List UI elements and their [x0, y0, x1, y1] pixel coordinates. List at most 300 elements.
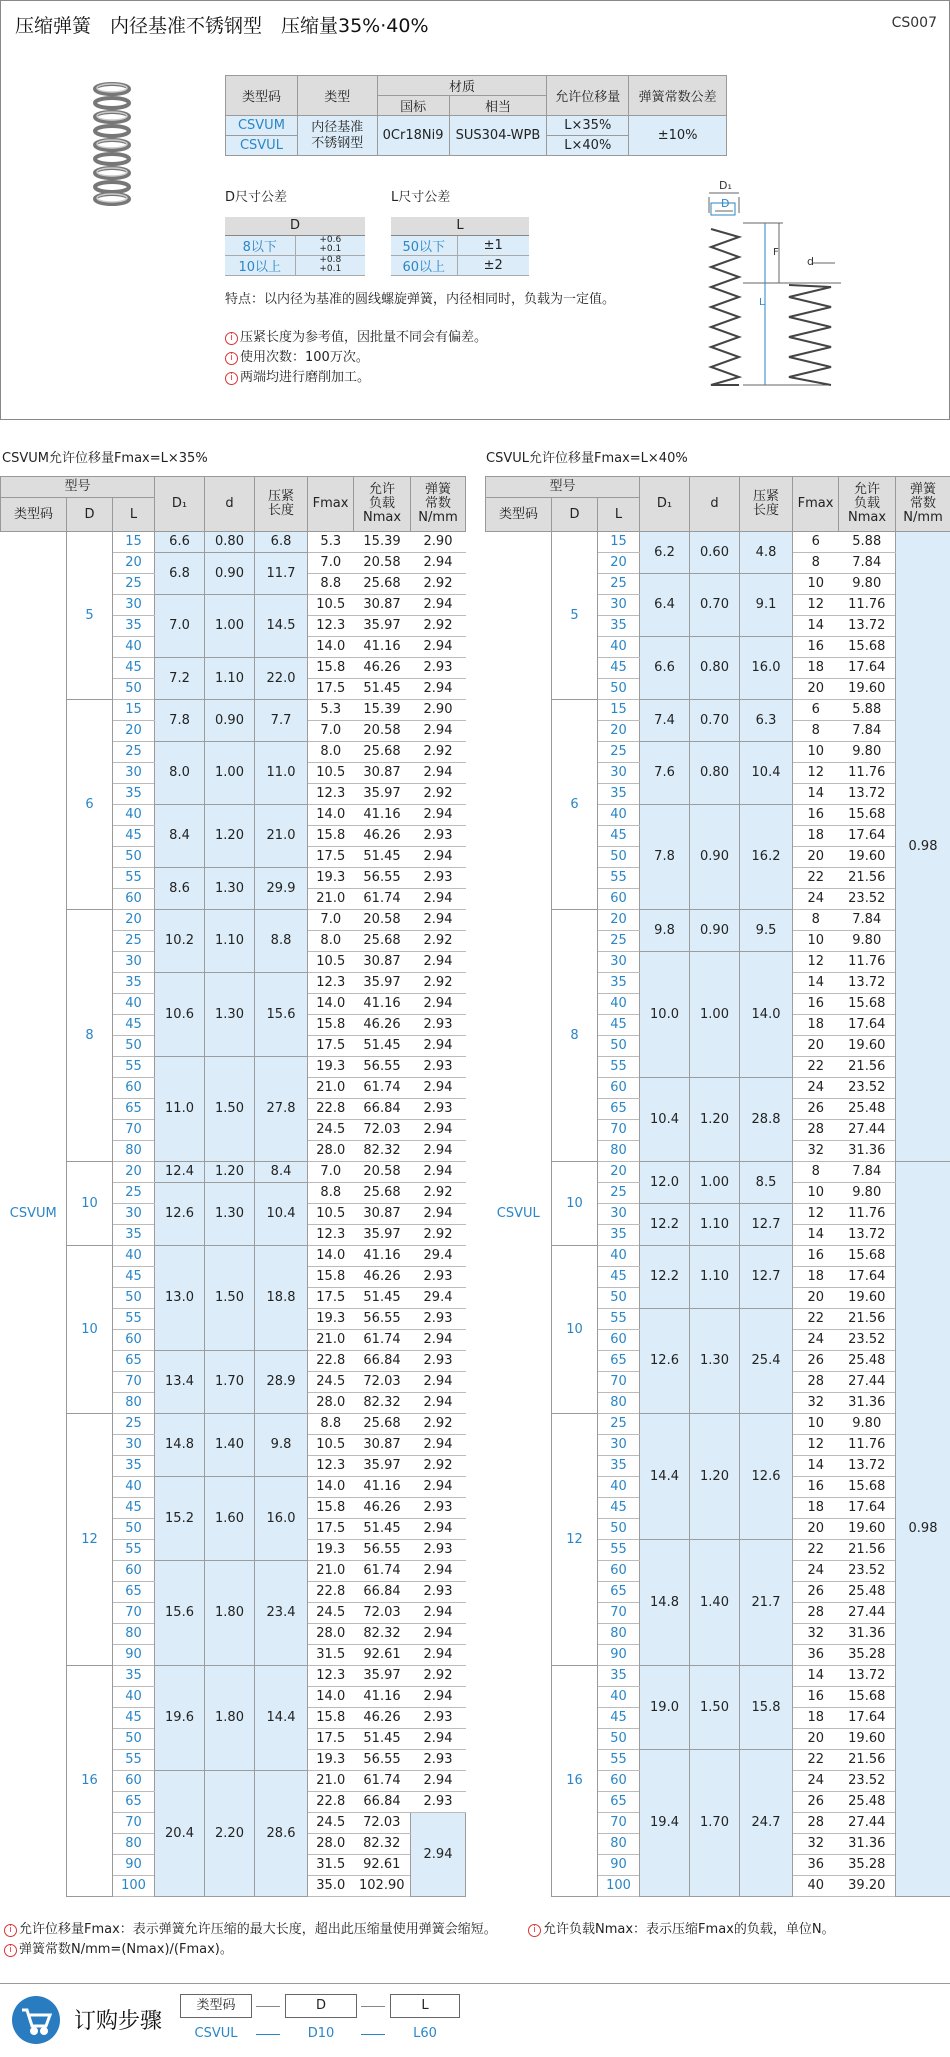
nmax-cell: 46.26 — [354, 1267, 411, 1288]
nmax-cell: 72.03 — [354, 1120, 411, 1141]
fmax-cell: 12.3 — [308, 973, 354, 994]
d-cell: 8 — [552, 910, 598, 1162]
nmax-cell: 25.68 — [354, 742, 411, 763]
hdr-d1: D₁ — [640, 477, 690, 532]
fmax-cell: 7.0 — [308, 553, 354, 574]
nmax-cell: 17.64 — [839, 1708, 896, 1729]
mat-header-typecode: 类型码 — [226, 76, 298, 116]
fmax-cell: 28 — [793, 1603, 839, 1624]
l-cell: 35 — [598, 616, 640, 637]
k-cell: 2.92 — [411, 973, 466, 994]
nmax-cell: 9.80 — [839, 1414, 896, 1435]
l-cell: 80 — [598, 1393, 640, 1414]
d1-cell: 13.4 — [155, 1351, 205, 1414]
nmax-cell: 51.45 — [354, 1036, 411, 1057]
order-title: 订购步骤 — [74, 2009, 163, 2034]
fmax-cell: 10.5 — [308, 1435, 354, 1456]
right-table-caption: CSVUL允许位移量Fmax=L×40% — [486, 451, 688, 466]
spec-panel — [0, 0, 950, 420]
fmax-cell: 16 — [793, 805, 839, 826]
l-cell: 55 — [598, 1057, 640, 1078]
d-cell: 8 — [67, 910, 113, 1162]
fmax-cell: 16 — [793, 1687, 839, 1708]
nmax-cell: 19.60 — [839, 679, 896, 700]
fmax-cell: 28 — [793, 1372, 839, 1393]
l-cell: 15 — [598, 700, 640, 721]
nmax-cell: 25.48 — [839, 1582, 896, 1603]
l-cell: 35 — [113, 1225, 155, 1246]
k-cell: 2.92 — [411, 616, 466, 637]
nmax-cell: 13.72 — [839, 973, 896, 994]
nmax-cell: 13.72 — [839, 1225, 896, 1246]
fmax-cell: 15.8 — [308, 826, 354, 847]
k-cell: 2.92 — [411, 1414, 466, 1435]
fmax-cell: 14.0 — [308, 805, 354, 826]
l-cell: 35 — [598, 1456, 640, 1477]
l-tol-value: ±1 — [457, 235, 529, 255]
fmax-cell: 24 — [793, 1561, 839, 1582]
fmax-cell: 10.5 — [308, 1204, 354, 1225]
nmax-cell: 9.80 — [839, 742, 896, 763]
nmax-cell: 7.84 — [839, 910, 896, 931]
fmax-cell: 12 — [793, 1204, 839, 1225]
fmax-cell: 19.3 — [308, 1057, 354, 1078]
l-cell: 80 — [113, 1141, 155, 1162]
fmax-cell: 17.5 — [308, 1729, 354, 1750]
dim-d1-label: D₁ — [719, 179, 732, 192]
fmax-cell: 22 — [793, 868, 839, 889]
l-cell: 65 — [598, 1792, 640, 1813]
fmax-cell: 40 — [793, 1876, 839, 1897]
nmax-cell: 35.97 — [354, 1225, 411, 1246]
l-cell: 55 — [598, 1750, 640, 1771]
l-cell: 30 — [113, 1435, 155, 1456]
fmax-cell: 24.5 — [308, 1372, 354, 1393]
fmax-cell: 7.0 — [308, 910, 354, 931]
nmax-cell: 46.26 — [354, 1708, 411, 1729]
nmax-cell: 66.84 — [354, 1099, 411, 1120]
footnote-fmax: i 允许位移量Fmax：表示弹簧允许压缩的最大长度，超出此压缩量使用弹簧会缩短。 — [4, 1918, 497, 1937]
l-cell: 70 — [598, 1372, 640, 1393]
d1-cell: 7.0 — [155, 595, 205, 658]
l-cell: 40 — [113, 805, 155, 826]
nmax-cell: 46.26 — [354, 1498, 411, 1519]
l-cell: 45 — [598, 658, 640, 679]
d-tol-upper: +0.8 — [319, 255, 342, 265]
nmax-cell: 72.03 — [354, 1372, 411, 1393]
d1-cell: 8.6 — [155, 868, 205, 910]
table-row — [486, 910, 950, 931]
k-cell: 2.94 — [411, 910, 466, 931]
fmax-cell: 15.8 — [308, 1708, 354, 1729]
dim-f-label: F — [773, 247, 779, 258]
fmax-cell: 20 — [793, 1729, 839, 1750]
wire-d-cell: 0.70 — [690, 700, 740, 742]
l-cell: 65 — [113, 1792, 155, 1813]
k-cell: 2.94 — [411, 763, 466, 784]
fmax-cell: 22 — [793, 1057, 839, 1078]
order-value-d: D10 — [307, 2026, 335, 2041]
k-cell: 2.94 — [411, 1162, 466, 1183]
info-icon: i — [225, 332, 238, 345]
table-row — [486, 1414, 950, 1435]
d1-cell: 19.6 — [155, 1666, 205, 1771]
hdr-d1: D₁ — [155, 477, 205, 532]
hdr-L: L — [598, 498, 640, 532]
nmax-cell: 11.76 — [839, 952, 896, 973]
nmax-cell: 13.72 — [839, 784, 896, 805]
nmax-cell: 11.76 — [839, 1435, 896, 1456]
nmax-cell: 11.76 — [839, 1204, 896, 1225]
fmax-cell: 12.3 — [308, 1225, 354, 1246]
fmax-cell: 20 — [793, 1519, 839, 1540]
table-row — [1, 1666, 466, 1687]
d-tol-table — [225, 217, 365, 276]
wire-d-cell: 1.30 — [690, 1309, 740, 1414]
l-cell: 45 — [113, 658, 155, 679]
l-cell: 70 — [113, 1120, 155, 1141]
fmax-cell: 26 — [793, 1792, 839, 1813]
d-tol-upper: +0.6 — [319, 235, 342, 245]
nmax-cell: 7.84 — [839, 721, 896, 742]
k-cell: 2.94 — [411, 1771, 466, 1792]
hdr-typecode: 类型码 — [1, 498, 67, 532]
fmax-cell: 21.0 — [308, 1771, 354, 1792]
fmax-cell: 22 — [793, 1309, 839, 1330]
l-cell: 60 — [598, 889, 640, 910]
nmax-cell: 72.03 — [354, 1813, 411, 1834]
d1-cell: 19.4 — [640, 1750, 690, 1897]
l-cell: 65 — [113, 1582, 155, 1603]
order-value-l: L60 — [413, 2026, 437, 2041]
fmax-cell: 10.5 — [308, 952, 354, 973]
d1-cell: 8.4 — [155, 805, 205, 868]
wire-d-cell: 1.20 — [205, 1162, 255, 1183]
wire-d-cell: 1.00 — [690, 1162, 740, 1204]
d-cell: 6 — [67, 700, 113, 910]
solid-length-cell: 21.0 — [255, 805, 308, 868]
mat-code-csvul: CSVUL — [226, 136, 298, 156]
d1-cell: 14.4 — [640, 1414, 690, 1540]
fmax-cell: 8 — [793, 910, 839, 931]
l-cell: 35 — [598, 784, 640, 805]
fmax-cell: 14 — [793, 973, 839, 994]
d1-cell: 6.6 — [640, 637, 690, 700]
l-cell: 35 — [598, 1225, 640, 1246]
solid-length-cell: 12.6 — [740, 1414, 793, 1540]
k-cell: 2.93 — [411, 658, 466, 679]
l-cell: 40 — [598, 994, 640, 1015]
l-cell: 45 — [113, 1015, 155, 1036]
fmax-cell: 28.0 — [308, 1393, 354, 1414]
order-dash — [361, 2006, 385, 2007]
mat-header-equiv: 相当 — [449, 96, 547, 116]
nmax-cell: 61.74 — [354, 1561, 411, 1582]
fmax-cell: 24 — [793, 1771, 839, 1792]
d1-cell: 12.2 — [640, 1204, 690, 1246]
k-cell: 2.90 — [411, 532, 466, 553]
d1-cell: 12.6 — [155, 1183, 205, 1246]
wire-d-cell: 1.10 — [690, 1246, 740, 1309]
solid-length-cell: 12.7 — [740, 1246, 793, 1309]
k-cell: 2.94 — [411, 889, 466, 910]
order-box-d: D — [285, 1994, 357, 2018]
k-cell: 2.93 — [411, 1267, 466, 1288]
nmax-cell: 21.56 — [839, 1309, 896, 1330]
l-cell: 60 — [113, 1330, 155, 1351]
k-cell: 2.93 — [411, 1015, 466, 1036]
l-cell: 35 — [598, 973, 640, 994]
table-row — [1, 700, 466, 721]
k-cell: 2.94 — [411, 847, 466, 868]
nmax-cell: 21.56 — [839, 1540, 896, 1561]
wire-d-cell: 0.70 — [690, 574, 740, 637]
nmax-cell: 35.97 — [354, 1456, 411, 1477]
nmax-cell: 23.52 — [839, 889, 896, 910]
nmax-cell: 46.26 — [354, 826, 411, 847]
nmax-cell: 27.44 — [839, 1603, 896, 1624]
wire-d-cell: 0.90 — [690, 910, 740, 952]
fmax-cell: 14 — [793, 1456, 839, 1477]
l-cell: 30 — [113, 763, 155, 784]
l-cell: 60 — [113, 1771, 155, 1792]
nmax-cell: 17.64 — [839, 826, 896, 847]
l-cell: 70 — [598, 1120, 640, 1141]
fmax-cell: 21.0 — [308, 1078, 354, 1099]
solid-length-cell: 15.8 — [740, 1666, 793, 1750]
fmax-cell: 16 — [793, 994, 839, 1015]
d1-cell: 9.8 — [640, 910, 690, 952]
solid-length-cell: 11.7 — [255, 553, 308, 595]
wire-d-cell: 2.20 — [205, 1771, 255, 1897]
l-cell: 55 — [113, 1540, 155, 1561]
solid-length-cell: 14.0 — [740, 952, 793, 1078]
l-tol-label: 60以上 — [391, 255, 457, 275]
d1-cell: 10.0 — [640, 952, 690, 1078]
table-row — [1, 1246, 466, 1267]
spring-photo — [89, 81, 135, 207]
fmax-cell: 14 — [793, 784, 839, 805]
wire-d-cell: 1.80 — [205, 1666, 255, 1771]
l-cell: 40 — [598, 1687, 640, 1708]
nmax-cell: 11.76 — [839, 595, 896, 616]
wire-d-cell: 1.20 — [690, 1078, 740, 1162]
d-tol-caption: D尺寸公差 — [225, 190, 288, 205]
mat-tol: ±10% — [629, 116, 727, 156]
fmax-cell: 21.0 — [308, 1561, 354, 1582]
fmax-cell: 24 — [793, 889, 839, 910]
l-cell: 40 — [113, 1246, 155, 1267]
fmax-cell: 32 — [793, 1141, 839, 1162]
l-cell: 15 — [598, 532, 640, 553]
l-cell: 15 — [113, 700, 155, 721]
k-cell: 2.94 — [411, 1729, 466, 1750]
product-code: CS007 — [891, 15, 937, 31]
nmax-cell: 25.68 — [354, 931, 411, 952]
nmax-cell: 51.45 — [354, 847, 411, 868]
nmax-cell: 31.36 — [839, 1393, 896, 1414]
k-cell: 2.94 — [411, 1687, 466, 1708]
wire-d-cell: 1.70 — [690, 1750, 740, 1897]
nmax-cell: 15.68 — [839, 1687, 896, 1708]
nmax-cell: 23.52 — [839, 1771, 896, 1792]
nmax-cell: 15.68 — [839, 994, 896, 1015]
nmax-cell: 13.72 — [839, 1456, 896, 1477]
k-cell: 2.92 — [411, 1666, 466, 1687]
l-cell: 60 — [113, 889, 155, 910]
k-cell: 2.93 — [411, 1498, 466, 1519]
l-cell: 35 — [113, 616, 155, 637]
info-icon: i — [528, 1924, 541, 1937]
fmax-cell: 24 — [793, 1078, 839, 1099]
fmax-cell: 8.8 — [308, 1414, 354, 1435]
l-cell: 45 — [598, 826, 640, 847]
d1-cell: 12.2 — [640, 1246, 690, 1309]
solid-length-cell: 9.5 — [740, 910, 793, 952]
nmax-cell: 9.80 — [839, 574, 896, 595]
solid-length-cell: 6.8 — [255, 532, 308, 553]
l-cell: 35 — [113, 1456, 155, 1477]
nmax-cell: 25.48 — [839, 1351, 896, 1372]
d1-cell: 7.2 — [155, 658, 205, 700]
l-cell: 35 — [113, 1666, 155, 1687]
fmax-cell: 10 — [793, 1414, 839, 1435]
l-cell: 25 — [598, 931, 640, 952]
table-row — [1, 532, 466, 553]
l-cell: 70 — [113, 1603, 155, 1624]
solid-length-cell: 14.5 — [255, 595, 308, 658]
solid-length-cell: 28.6 — [255, 1771, 308, 1897]
l-cell: 25 — [598, 1414, 640, 1435]
table-row — [486, 700, 950, 721]
fmax-cell: 14.0 — [308, 1246, 354, 1267]
fmax-cell: 6 — [793, 700, 839, 721]
k-cell: 2.93 — [411, 1351, 466, 1372]
d1-cell: 10.2 — [155, 910, 205, 973]
nmax-cell: 7.84 — [839, 553, 896, 574]
l-cell: 25 — [113, 931, 155, 952]
fmax-cell: 24.5 — [308, 1813, 354, 1834]
table-row — [1, 1414, 466, 1435]
nmax-cell: 9.80 — [839, 931, 896, 952]
l-cell: 25 — [113, 1414, 155, 1435]
d-cell: 12 — [67, 1414, 113, 1666]
note-item: i 压紧长度为参考值，因批量不同会有偏差。 — [225, 326, 487, 345]
d1-cell: 14.8 — [640, 1540, 690, 1666]
k-cell: 2.92 — [411, 1456, 466, 1477]
nmax-cell: 72.03 — [354, 1603, 411, 1624]
nmax-cell: 17.64 — [839, 1498, 896, 1519]
d1-cell: 7.8 — [640, 805, 690, 910]
wire-d-cell: 1.20 — [690, 1414, 740, 1540]
nmax-cell: 56.55 — [354, 1750, 411, 1771]
wire-d-cell: 0.80 — [690, 742, 740, 805]
nmax-cell: 35.97 — [354, 784, 411, 805]
wire-d-cell: 1.00 — [690, 952, 740, 1078]
solid-length-cell: 9.1 — [740, 574, 793, 637]
d-tol-lower: +0.1 — [319, 264, 342, 274]
fmax-cell: 12 — [793, 952, 839, 973]
l-cell: 25 — [113, 1183, 155, 1204]
fmax-cell: 12 — [793, 1435, 839, 1456]
nmax-cell: 41.16 — [354, 1246, 411, 1267]
l-cell: 20 — [598, 721, 640, 742]
nmax-cell: 20.58 — [354, 910, 411, 931]
d1-cell: 6.8 — [155, 553, 205, 595]
l-cell: 45 — [113, 1267, 155, 1288]
fmax-cell: 10 — [793, 1183, 839, 1204]
hdr-L: L — [113, 498, 155, 532]
fmax-cell: 8.8 — [308, 1183, 354, 1204]
fmax-cell: 22 — [793, 1750, 839, 1771]
l-cell: 30 — [598, 595, 640, 616]
nmax-cell: 41.16 — [354, 1687, 411, 1708]
cart-icon — [12, 1996, 60, 2044]
l-cell: 70 — [598, 1813, 640, 1834]
nmax-cell: 9.80 — [839, 1183, 896, 1204]
fmax-cell: 28.0 — [308, 1624, 354, 1645]
fmax-cell: 14 — [793, 616, 839, 637]
nmax-cell: 13.72 — [839, 1666, 896, 1687]
nmax-cell: 15.39 — [354, 532, 411, 553]
fmax-cell: 14.0 — [308, 994, 354, 1015]
d1-cell: 11.0 — [155, 1057, 205, 1162]
wire-d-cell: 1.70 — [205, 1351, 255, 1414]
nmax-cell: 23.52 — [839, 1330, 896, 1351]
hdr-D: D — [552, 498, 598, 532]
nmax-cell: 19.60 — [839, 1729, 896, 1750]
k-cell: 2.94 — [411, 637, 466, 658]
l-cell: 20 — [113, 1162, 155, 1183]
l-cell: 40 — [598, 1477, 640, 1498]
nmax-cell: 30.87 — [354, 1435, 411, 1456]
l-cell: 60 — [598, 1561, 640, 1582]
wire-d-cell: 1.50 — [205, 1057, 255, 1162]
l-cell: 65 — [598, 1351, 640, 1372]
l-cell: 50 — [113, 847, 155, 868]
csvul-spec-table — [485, 476, 950, 1897]
nmax-cell: 15.68 — [839, 805, 896, 826]
l-cell: 90 — [598, 1645, 640, 1666]
wire-d-cell: 1.50 — [205, 1246, 255, 1351]
l-cell: 30 — [598, 952, 640, 973]
solid-length-cell: 16.2 — [740, 805, 793, 910]
solid-length-cell: 14.4 — [255, 1666, 308, 1771]
fmax-cell: 8 — [793, 1162, 839, 1183]
fmax-cell: 24.5 — [308, 1603, 354, 1624]
fmax-cell: 5.3 — [308, 532, 354, 553]
k-cell: 29.4 — [411, 1288, 466, 1309]
fmax-cell: 36 — [793, 1645, 839, 1666]
table-row — [1, 910, 466, 931]
d-tol-header: D — [225, 217, 365, 235]
fmax-cell: 32 — [793, 1624, 839, 1645]
solid-length-cell: 15.6 — [255, 973, 308, 1057]
fmax-cell: 28.0 — [308, 1141, 354, 1162]
wire-d-cell: 0.90 — [205, 700, 255, 742]
nmax-cell: 51.45 — [354, 1288, 411, 1309]
solid-length-cell: 7.7 — [255, 700, 308, 742]
hdr-d: d — [205, 477, 255, 532]
order-box-l: L — [390, 1994, 460, 2018]
d1-cell: 20.4 — [155, 1771, 205, 1897]
nmax-cell: 19.60 — [839, 1519, 896, 1540]
fmax-cell: 24.5 — [308, 1120, 354, 1141]
l-cell: 30 — [598, 1204, 640, 1225]
nmax-cell: 19.60 — [839, 847, 896, 868]
fmax-cell: 19.3 — [308, 1750, 354, 1771]
k-cell: 2.93 — [411, 1792, 466, 1813]
